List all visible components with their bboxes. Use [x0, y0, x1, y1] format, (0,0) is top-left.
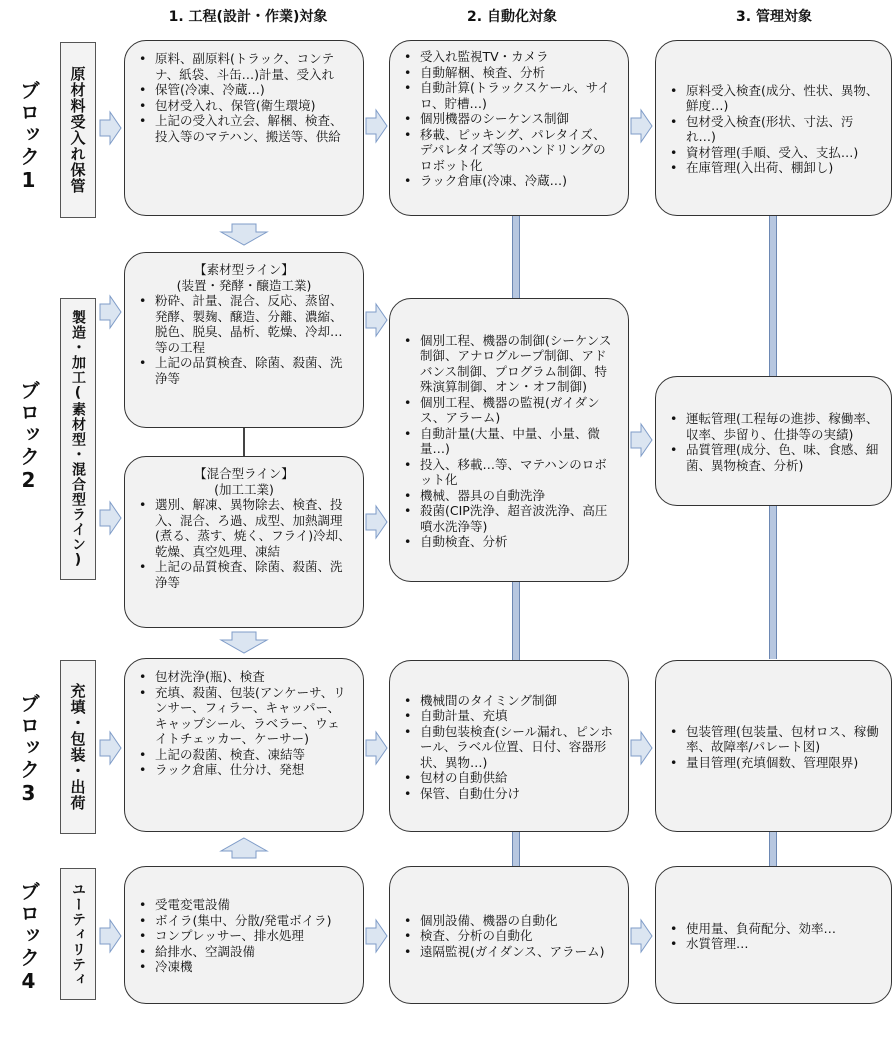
process-box-4: [124, 866, 364, 1004]
list-item: • 機械間のタイミング制御: [420, 693, 616, 709]
list-item: • 原料、副原料(トラック、コンテナ、紙袋、斗缶…)計量、受入れ: [155, 51, 351, 82]
list-item: • 水質管理…: [686, 936, 879, 952]
list-item: • 個別工程、機器の監視(ガイダンス、アラーム): [420, 395, 616, 426]
right-arrow-icon: [366, 304, 388, 336]
right-arrow-icon: [100, 296, 122, 328]
connector-line: [769, 216, 777, 376]
list-item: • 自動検査、分析: [420, 534, 616, 550]
list-item: • 粉砕、計量、混合、反応、蒸留、発酵、製麹、醸造、分離、濃縮、脱色、脱臭、晶析、乾燥、冷却…等の工程: [155, 293, 351, 355]
list-item: • 上記の品質検査、除菌、殺菌、洗浄等: [155, 355, 351, 386]
right-arrow-icon: [366, 110, 388, 142]
right-arrow-icon: [100, 732, 122, 764]
list-item: • 殺菌(CIP洗浄、超音波洗浄、高圧噴水洗浄等): [420, 503, 616, 534]
automation-box-2: [389, 298, 629, 582]
list-item: • 包材受入れ、保管(衛生環境): [155, 98, 351, 114]
list-item: • 個別設備、機器の自動化: [420, 913, 616, 929]
connector-line: [769, 832, 777, 866]
list-item: • 保管、自動仕分け: [420, 786, 616, 802]
line-type-subtitle: (装置・発酵・醸造工業): [176, 277, 312, 293]
list-item: • 使用量、負荷配分、効率…: [686, 921, 879, 937]
line-type-title: 【混合型ライン】: [194, 466, 294, 481]
column-header-automation: 2. 自動化対象: [467, 9, 557, 25]
list-item: • 投入、移載…等、マテハンのロボット化: [420, 457, 616, 488]
list-item: • 冷凍機: [155, 959, 351, 975]
right-arrow-icon: [366, 732, 388, 764]
list-item: • 上記の受入れ立会、解梱、検査、投入等のマテハン、搬送等、供給: [155, 113, 351, 144]
connector-line: [512, 832, 520, 866]
connector-line: [243, 428, 245, 456]
list-item: • コンプレッサー、排水処理: [155, 928, 351, 944]
list-item: • 自動包装検査(シール漏れ、ピンホール、ラベル位置、日付、容器形状、異物…): [420, 724, 616, 771]
list-item: • 量目管理(充填個数、管理限界): [686, 755, 879, 771]
list-item: • 保管(冷凍、冷蔵…): [155, 82, 351, 98]
list-item: • 受入れ監視TV・カメラ: [420, 49, 616, 65]
list-item: • 機械、器具の自動洗浄: [420, 488, 616, 504]
category-label-2: 製造・加工(素材型・混合型ライン): [60, 298, 96, 580]
right-arrow-icon: [366, 920, 388, 952]
list-item: • ラック倉庫(冷凍、冷蔵…): [420, 173, 616, 189]
management-box-4: [655, 866, 892, 1004]
list-item: • 上記の殺菌、検査、凍結等: [155, 747, 351, 763]
list-item: • 包材の自動供給: [420, 770, 616, 786]
column-header-process: 1. 工程(設計・作業)対象: [168, 9, 328, 25]
line-type-subtitle: (加工工業): [214, 481, 274, 497]
right-arrow-icon: [100, 112, 122, 144]
list-item: • 自動計量、充填: [420, 708, 616, 724]
list-item: • 自動計算(トラックスケール、サイロ、貯槽…): [420, 80, 616, 111]
process-box-2b: [124, 456, 364, 628]
right-arrow-icon: [100, 920, 122, 952]
line-type-title: 【素材型ライン】: [194, 262, 294, 277]
management-box-3: [655, 660, 892, 832]
block-label-3: ブロック3: [16, 693, 41, 807]
connector-line: [769, 505, 777, 659]
list-item: • 運転管理(工程毎の進捗、稼働率、収率、歩留り、仕掛等の実績): [686, 411, 879, 442]
column-header-management: 3. 管理対象: [736, 9, 812, 25]
list-item: • ラック倉庫、仕分け、発想: [155, 762, 351, 778]
automation-box-1: [389, 40, 629, 216]
list-item: • 自動解梱、検査、分析: [420, 65, 616, 81]
connector-line: [512, 582, 520, 662]
block-label-1: ブロック1: [16, 80, 41, 194]
list-item: • 在庫管理(入出荷、棚卸し): [686, 160, 879, 176]
right-arrow-icon: [631, 424, 653, 456]
process-box-2a: [124, 252, 364, 428]
right-arrow-icon: [631, 732, 653, 764]
right-arrow-icon: [631, 110, 653, 142]
list-item: • 選別、解凍、異物除去、検査、投入、混合、ろ過、成型、加熱調理(煮る、蒸す、焼く、フライ)冷却、乾燥、真空処理、凍結: [155, 497, 351, 559]
automation-box-3: [389, 660, 629, 832]
connector-line: [512, 212, 520, 308]
process-box-3: [124, 658, 364, 832]
up-arrow-icon: [220, 837, 268, 859]
right-arrow-icon: [631, 920, 653, 952]
list-item: • 個別機器のシーケンス制御: [420, 111, 616, 127]
process-box-1: [124, 40, 364, 216]
list-item: • 受電変電設備: [155, 897, 351, 913]
list-item: • 自動計量(大量、中量、小量、微量…): [420, 426, 616, 457]
list-item: • 包材受入検査(形状、寸法、汚れ…): [686, 114, 879, 145]
category-label-3: 充填・包装・出荷: [60, 660, 96, 834]
list-item: • 充填、殺菌、包装(アンケーサ、リンサー、フィラー、キャッパー、キャップシール、ラベラー、ウェイトチェッカー、ケーサー): [155, 685, 351, 747]
list-item: • 品質管理(成分、色、味、食感、細菌、異物検査、分析): [686, 442, 879, 473]
list-item: • 上記の品質検査、除菌、殺菌、洗浄等: [155, 559, 351, 590]
list-item: • 原料受入検査(成分、性状、異物、鮮度…): [686, 83, 879, 114]
automation-box-4: [389, 866, 629, 1004]
list-item: • 個別工程、機器の制御(シーケンス制御、アナログループ制御、アドバンス制御、プログラム制御、特殊演算制御、オン・オフ制御): [420, 333, 616, 395]
list-item: • 給排水、空調設備: [155, 944, 351, 960]
down-arrow-icon: [220, 224, 268, 246]
category-label-4: ユーティリティ: [60, 868, 96, 1000]
block-label-4: ブロック4: [16, 881, 41, 995]
list-item: • 包装管理(包装量、包材ロス、稼働率、故障率/パレート図): [686, 724, 879, 755]
right-arrow-icon: [366, 506, 388, 538]
list-item: • 検査、分析の自動化: [420, 928, 616, 944]
list-item: • 包材洗浄(瓶)、検査: [155, 669, 351, 685]
list-item: • 移載、ピッキング、パレタイズ、デパレタイズ等のハンドリングのロボット化: [420, 127, 616, 174]
list-item: • 資材管理(手順、受入、支払…): [686, 145, 879, 161]
management-box-2: [655, 376, 892, 506]
list-item: • ボイラ(集中、分散/発電ボイラ): [155, 913, 351, 929]
right-arrow-icon: [100, 502, 122, 534]
management-box-1: [655, 40, 892, 216]
down-arrow-icon: [220, 632, 268, 654]
block-label-2: ブロック2: [16, 380, 41, 494]
list-item: • 遠隔監視(ガイダンス、アラーム): [420, 944, 616, 960]
category-label-1: 原材料受入れ保管: [60, 42, 96, 218]
